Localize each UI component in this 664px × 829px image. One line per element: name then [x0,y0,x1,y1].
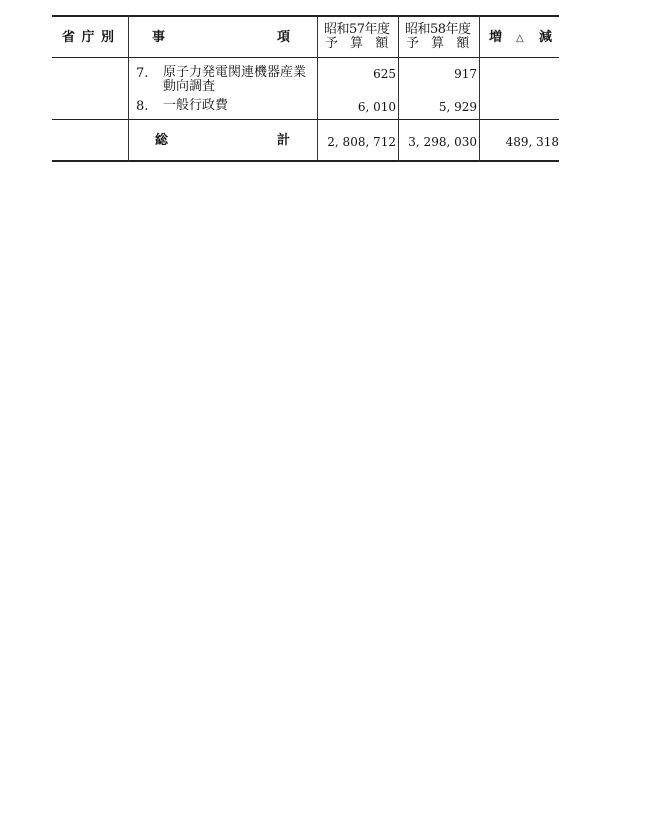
row-7-fy58: 917 [454,67,477,81]
total-label-right: 計 [277,133,291,148]
row-8-fy57: 6, 010 [357,100,396,114]
header-ministry: 省 庁 別 [62,30,116,45]
total-change: 489, 318 [505,135,559,149]
column-divider-ministry [128,15,129,161]
row-7-fy57: 625 [373,67,396,81]
column-divider-fy58 [479,15,480,161]
row-8-number: 8. [136,99,149,114]
header-fy57-line1: 昭和57年度 [324,22,390,37]
header-fy57-line2: 予 算 額 [325,36,393,51]
row-7-item-line2: 動向調査 [163,79,216,94]
row-7-number: 7. [136,66,149,81]
header-item-right: 項 [277,30,291,45]
row-8-item-line1: 一般行政費 [163,98,229,113]
column-divider-item [317,15,318,161]
header-fy58-line2: 予 算 額 [406,36,474,51]
header-change-right: 減 [539,30,553,45]
column-divider-fy57 [398,15,399,161]
header-change-left: 増 [489,30,503,45]
header-fy58-line1: 昭和58年度 [405,22,471,37]
header-item-left: 事 [152,30,166,45]
row-7-item-line1: 原子力発電関連機器産業 [163,65,307,80]
total-fy57: 2, 808, 712 [327,135,396,149]
header-change-mid: △ [516,33,524,44]
total-fy58: 3, 298, 030 [408,135,477,149]
total-label-left: 総 [155,133,169,148]
row-8-fy58: 5, 929 [438,100,477,114]
